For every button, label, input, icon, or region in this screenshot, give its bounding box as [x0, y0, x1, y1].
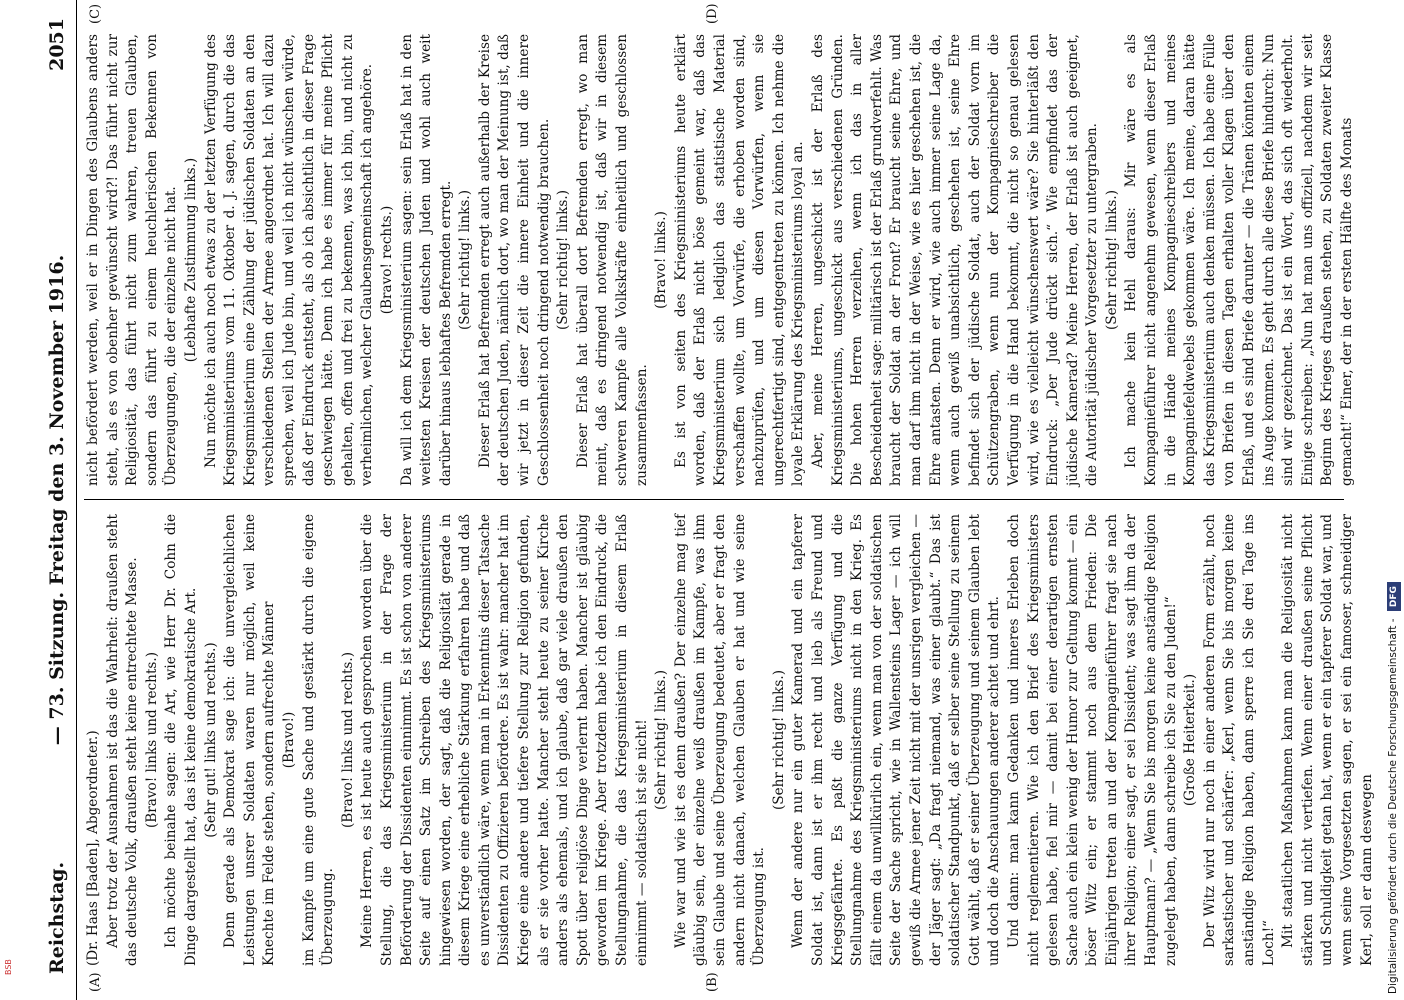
column-divider: [84, 499, 1344, 500]
interjection: (Bravo! links und rechts.): [143, 651, 160, 829]
left-column: [84, 514, 1375, 966]
paragraph: Wie war und wie ist es denn draußen? Der einzelne mag tief gläubig sein, der einzelne weiß draußen im Kampfe, was ihm sein Glaube und seine Überzeugung bedeutet, aber er fragt den andern nicht danach, welchen Glauben er hat und wie seine Überzeugung ist.: [672, 514, 768, 966]
paragraph: Aber, meine Herren, ungeschickt ist der Erlaß des Kriegsministeriums, ungeschickt aus verschiedenen Gründen. Die hohen Herren verzeihen, wenn ich das in aller Bescheidenheit sage: militärisch ist der Erlaß grundverfehlt. Was braucht der Soldat an der Front? Er braucht seine Ehre, und man darf ihm nicht in der Weise, wie es hier geschehen ist, die Ehre antasten. Denn er wird, wie auch immer seine Lage da, wenn auch gewiß unabsichtlich, geschehen ist, seine Ehre befindet sich der jüdische Soldat, auch der Soldat vorn im Schützengraben, wenn nun der Kompagnieschreiber die Verfügung in die Hand bekommt, die nicht so genau gelesen wird, wie es vielleicht wünschenswert wäre? Sie hinterläßt den Eindruck: „Der Jude drückt sich.“ Wie empfindet das der jüdische Kamerad? Meine Herren, der Erlaß ist auch geeignet, die Autorität jüdischer Vorgesetzter zu untergraben.: [809, 34, 1101, 486]
paragraph: Denn gerade als Demokrat sage ich: die unvergleichlichen Leistungen unsrer Soldaten waren nur möglich, weil keine Knechte im Felde stehen, sondern aufrechte Männer: [222, 514, 278, 966]
paragraph: Ich möchte beinahe sagen: die Art, wie Herr Dr. Cohn die Dinge dargestellt hat, das ist keine demokratische Art.: [163, 514, 199, 966]
paragraph: Nun möchte ich auch noch etwas zu der letzten Verfügung des Kriegsministeriums vom 11. Oktober d. J. sagen, durch die das Kriegsministerium eine Zählung der jüdischen Soldaten an den verschiedenen Stellen der Armee angeordnet hat. Ich will dazu sprechen, weil ich Jude bin, und weil ich nicht wünschen würde, daß der Eindruck entsteht, als ob ich absichtlich in dieser Frage geschwiegen hätte. Denn ich habe es immer für meine Pflicht gehalten, offen und frei zu bekennen, was ich bin, und nicht zu verheimlichen, welcher Glaubensgemeinschaft ich angehöre.: [202, 34, 376, 486]
paragraph: Dieser Erlaß hat Befremden erregt auch außerhalb der Kreise der deutschen Juden, nämlich dort, wo man der Meinung ist, daß wir jetzt in dieser Zeit die innere Einheit und die innere Geschlossenheit noch dringend notwendig brauchen.: [476, 34, 552, 486]
margin-marker-c: (C): [88, 3, 103, 24]
paragraph: im Kampfe um eine gute Sache und gestärkt durch die eigene Überzeugung.: [300, 514, 337, 966]
interjection: (Sehr richtig! links.): [653, 669, 670, 811]
paragraph: Meine Herren, es ist heute auch gesprochen worden über die Stellung, die das Kriegsministerium in der Frage der Beförderung der Dissidenten einnimmt. Es ist schon von anderer Seite auf einen Satz im Schreiben des Kriegsministeriums hingewiesen worden, der sagt, daß die Religiosität gerade in diesem Kriege eine erhebliche Stärkung erfahren habe und daß es unverständlich wäre, wenn man in Erkenntnis dieser Tatsache Dissidenten zu Offizieren befördere. Es ist wahr: mancher hat im Kriege eine andere und tiefere Stellung zur Religion gefunden, als er sie vorher hatte. Mancher steht heute zu seiner Kirche anders als ehemals, und ich glaube, daß gar viele draußen den Spott über religiöse Dinge verlernt haben. Mancher ist gläubig geworden im Kriege. Aber trotzdem habe ich den Eindruck, die Stellungnahme, die das Kriegsministerium in diesem Erlaß einnimmt — soldatisch ist sie nicht!: [359, 514, 650, 966]
speaker-line: (Dr. Haas [Baden], Abgeordneter.): [85, 730, 101, 966]
paragraph: Ich mache kein Hehl daraus: Mir wäre es als Kompagnieführer nicht angenehm gewesen, wenn dieser Erlaß in die Hände meines Kompagnieschreibers und meines Kompagniefeldwebels gekommen wäre. Ich meine, daran hätte das Kriegsministerium auch denken müssen. Ich habe eine Fülle von Briefen in diesen Tagen erhalten voller Klagen über den Erlaß, und es sind Briefe darunter — die Tränen könnten einem ins Auge kommen. Es geht durch alle diese Briefe hindurch: Nun sind wir gezeichnet. Das ist ein Wort, das sich oft wiederholt. Einige schreiben: „Nun hat man uns offiziell, nachdem wir seit Beginn des Krieges draußen stehen, zu Soldaten zweiter Klasse gemacht!“ Einer, der in der ersten Hälfte des Monats: [1123, 34, 1355, 486]
interjection: (Bravo! links und rechts.): [339, 651, 356, 829]
interjection: (Sehr gut! links und rechts.): [202, 642, 219, 838]
paragraph: Aber trotz der Ausnahmen ist das die Wahrheit: draußen steht das deutsche Volk, draußen steht keine entrechtete Masse.: [104, 514, 141, 966]
right-column: [84, 34, 1355, 486]
interjection: (Sehr richtig! links.): [555, 189, 572, 331]
dfg-logo: DFG: [1387, 582, 1401, 611]
paragraph: nicht befördert werden, weil er in Dingen des Glaubens anders steht, als es von obenher gewünscht wird?! Das führt nicht zur Religiosität, das führt nicht zum wahren, treuen Glauben, sondern das führt zu einem heuchlerischen Bekennen von Überzeugungen, die der einzelne nicht hat.: [85, 34, 180, 486]
paragraph: Der Witz wird nur noch in einer anderen Form erzählt, noch sarkastischer und schärfer: „Kerl, wenn Sie bis morgen keine anständige Religion haben, dann sperre ich Sie drei Tage ins Loch!“: [1201, 514, 1277, 966]
paragraph: Dieser Erlaß hat überall dort Befremden erregt, wo man meint, daß es dringend notwendig ist, daß wir in diesem schweren Kampfe alle Volkskräfte einheitlich und geschlossen zusammenfassen.: [574, 34, 650, 486]
interjection: (Sehr richtig! links.): [457, 189, 474, 331]
paragraph: Wenn der andere nur ein guter Kamerad und ein tapferer Soldat ist, dann ist er ihm recht und lieb als Freund und Kriegsgefährte. Es paßt die ganze Verfügung und die Stellungnahme des Kriegsministeriums nicht in den Krieg. Es fällt einem da unwillkürlich ein, wenn man von der soldatischen Seite der Sache spricht, wie in Wallensteins Lager — ich will gewiß die Armee jener Zeit nicht mit der unsrigen vergleichen — der Jäger sagt: „Da fragt niemand, was einer glaubt.“ Das ist soldatischer Standpunkt, daß er selber seine Stellung zu seinem Gott wählt, daß er seiner Überzeugung und seinem Glauben lebt und doch die Anschauungen anderer achtet und ehrt.: [790, 514, 1003, 966]
header-left: Reichstag.: [46, 861, 68, 974]
header-center: — 73. Sitzung. Freitag den 3. November 1916.: [46, 254, 68, 746]
paragraph: Und dann: man kann Gedanken und inneres Erleben doch nicht reglementieren. Wie ich den Brief des Kriegsministers gelesen habe, fiel mir — damit bei einer derartigen ernsten Sache auch ein klein wenig der Humor zur Geltung kommt — ein böser Witz ein; er stammt noch aus dem Frieden: Die Einjährigen treten an und der Kompagnieführer fragt sie nach ihrer Religion; einer sagt, er sei Dissident; was sagt ihm da der Hauptmann? — „Wenn Sie bis morgen keine anständige Religion zugelegt haben, dann schreibe ich Sie zu den Juden!“: [1005, 514, 1179, 966]
paragraph: Da will ich dem Kriegsministerium sagen: sein Erlaß hat in den weitesten Kreisen der deutschen Juden und wohl auch weit darüber hinaus lebhaftes Befremden erregt.: [398, 34, 454, 486]
interjection: (Sehr richtig! links.): [1103, 189, 1120, 331]
rotated-page-content: [40, 0, 1375, 1000]
page-header: [40, 0, 77, 1000]
interjection: (Lebhafte Zustimmung links.): [182, 157, 199, 363]
interjection: (Bravo! links.): [653, 211, 670, 309]
interjection: (Große Heiterkeit.): [1182, 673, 1199, 807]
interjection: (Bravo!): [280, 711, 297, 769]
paragraph: Mit staatlichen Maßnahmen kann man die Religiosität nicht stärken und nicht vertiefen. Wenn einer draußen seine Pflicht und Schuldigkeit getan hat, wenn er ein tapferer Soldat war, und wenn seine Vorgesetzten sagen, er sei ein famoser, schneidiger Kerl, soll er dann deswegen: [1280, 514, 1375, 966]
digitization-credit: [1386, 0, 1400, 1000]
library-mark: BSB: [4, 959, 13, 975]
margin-marker-d: (D): [705, 3, 720, 24]
margin-marker-b: (B): [705, 972, 720, 992]
page-number: 2051: [46, 18, 68, 71]
margin-marker-a: (A): [88, 972, 103, 992]
interjection: (Sehr richtig! links.): [770, 669, 787, 811]
credit-text: Digitalisierung gefördert durch die Deutsche Forschungsgemeinschaft -: [1387, 618, 1399, 994]
paragraph: Es ist von seiten des Kriegsministeriums heute erklärt worden, daß der Erlaß nicht böse gemeint war, daß das Kriegsministerium sich lediglich das statistische Material verschaffen wollte, um Vorwürfe, die erhoben worden sind, nachzuprüfen, und um diesen Vorwürfen, wenn sie ungerechtfertigt sind, entgegentreten zu können. Ich nehme die loyale Erklärung des Kriegsministeriums loyal an.: [672, 34, 807, 486]
interjection: (Bravo! rechts.): [378, 205, 395, 315]
